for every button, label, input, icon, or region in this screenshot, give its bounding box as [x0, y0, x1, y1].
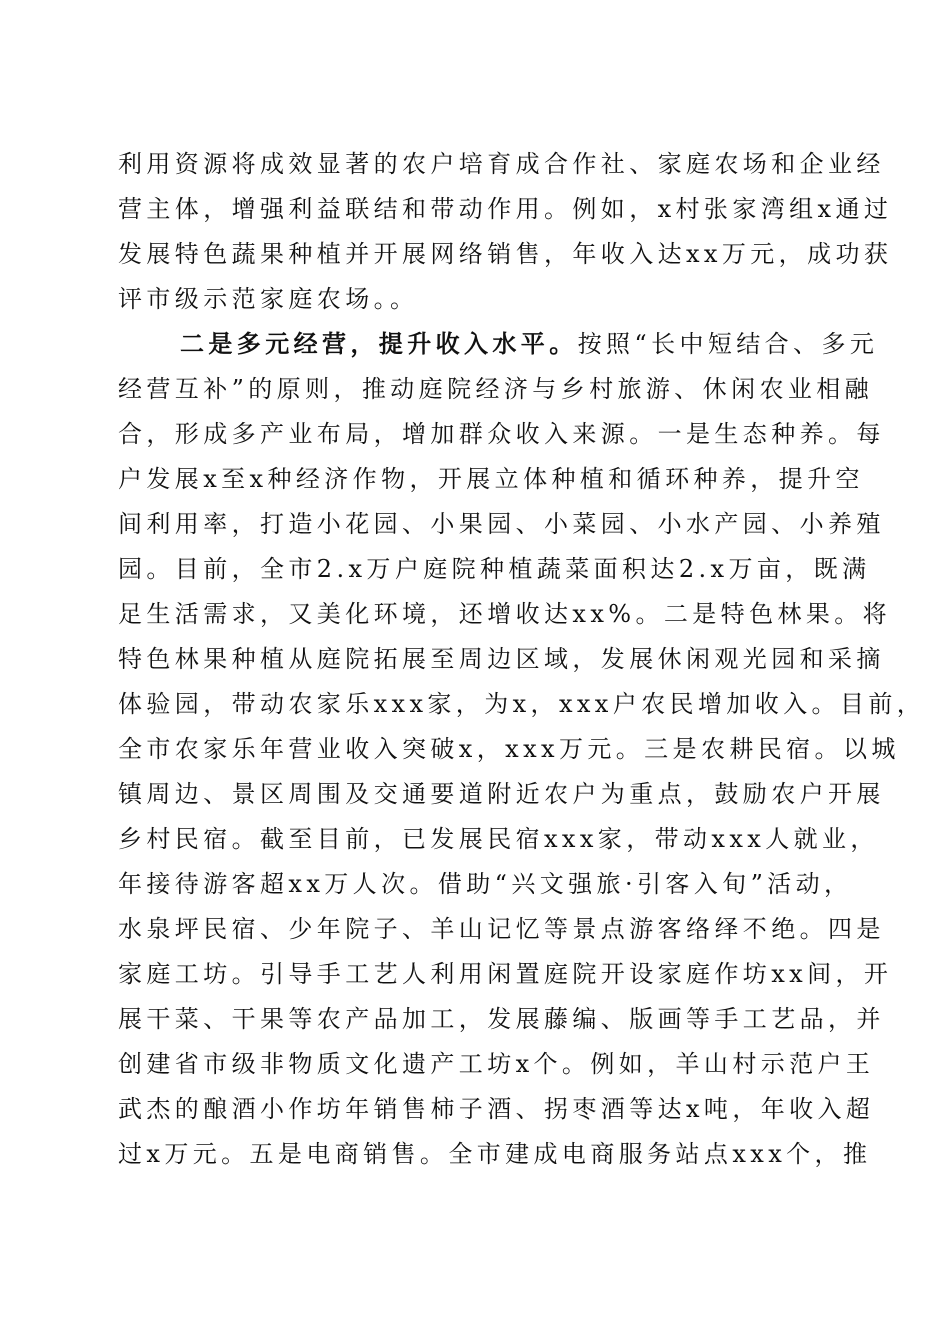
text-line: 经营互补”的原则，推动庭院经济与乡村旅游、休闲农业相融 [118, 375, 874, 403]
text-line: 全市农家乐年营业收入突破x，xxx万元。三是农耕民宿。以城 [118, 735, 900, 763]
document-page [118, 144, 926, 1179]
text-line: 体验园，带动农家乐xxx家，为x，xxx户农民增加收入。目前， [118, 690, 926, 718]
text-line: 镇周边、景区周围及交通要道附近农户为重点，鼓励农户开展 [118, 780, 885, 808]
paragraph-heading-line [118, 324, 879, 369]
text-line: 间利用率，打造小花园、小果园、小菜园、小水产园、小养殖 [118, 510, 885, 538]
text-line: 武杰的酿酒小作坊年销售柿子酒、拐枣酒等达x吨，年收入超 [118, 1095, 875, 1123]
text-line: 发展特色蔬果种植并开展网络销售，年收入达xx万元，成功获 [118, 240, 893, 268]
text-line: 乡村民宿。截至目前，已发展民宿xxx家，带动xxx人就业， [118, 825, 879, 853]
text-line: 合，形成多产业布局，增加群众收入来源。一是生态种养。每 [118, 420, 885, 448]
text-line: 过x万元。五是电商销售。全市建成电商服务站点xxx个，推 [118, 1140, 872, 1168]
text-line: 评市级示范家庭农场。。 [118, 285, 419, 313]
text-line: 水泉坪民宿、少年院子、羊山记忆等景点游客络绎不绝。四是 [118, 915, 885, 943]
text-span: 按照“长中短结合、多元 [577, 330, 879, 358]
text-line: 园。目前，全市2.x万户庭院种植蔬菜面积达2.x万亩，既满 [118, 555, 871, 583]
text-line: 创建省市级非物质文化遗产工坊x个。例如，羊山村示范户王 [118, 1050, 875, 1078]
text-line: 营主体，增强利益联结和带动作用。例如，x村张家湾组x通过 [118, 195, 893, 223]
text-line: 展干菜、干果等农产品加工，发展藤编、版画等手工艺品，并 [118, 1005, 885, 1033]
text-line: 利用资源将成效显著的农户培育成合作社、家庭农场和企业经 [118, 150, 885, 178]
text-line: 户发展x至x种经济作物，开展立体种植和循环种养，提升空 [118, 465, 864, 493]
text-line: 家庭工坊。引导手工艺人利用闲置庭院开设家庭作坊xx间，开 [118, 960, 893, 988]
text-line: 年接待游客超xx万人次。借助“兴文强旅·引客入旬”活动， [118, 870, 853, 898]
text-line: 特色林果种植从庭院拓展至周边区域，发展休闲观光园和采摘 [118, 645, 885, 673]
paragraph-heading: 二是多元经营，提升收入水平。 [180, 329, 578, 358]
text-line: 足生活需求，又美化环境，还增收达xx%。二是特色林果。将 [118, 600, 892, 628]
